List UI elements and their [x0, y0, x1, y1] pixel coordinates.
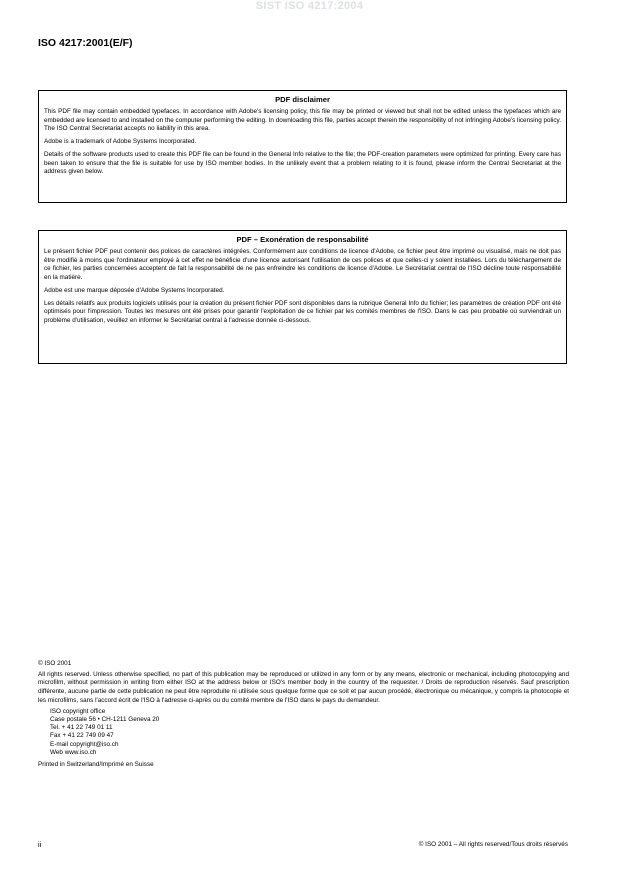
- copyright-line: © ISO 2001: [38, 660, 72, 667]
- pdf-exoneration-box: [38, 230, 567, 364]
- exoneration-paragraph: Adobe est une marque déposée d'Adobe Systems Incorporated.: [44, 286, 225, 294]
- address-line: Tel. + 41 22 749 01 11: [50, 724, 113, 732]
- page-number: ii: [38, 840, 42, 849]
- footer-copyright: © ISO 2001 – All rights reserved/Tous droits réservés: [418, 841, 568, 848]
- pdf-exoneration-title: PDF – Exonération de responsabilité: [236, 235, 369, 244]
- address-line: Fax + 41 22 749 09 47: [50, 732, 114, 740]
- disclaimer-paragraph: Details of the software products used to create this PDF file can be found in the General Info relative to the file; the PDF-creation parameters were optimized for printing. Every care has been taken to ensure that the file is suitable for use by ISO member bodies. In the unlikely event that a problem relating to it is found, please inform the Central Secretariat at the address given below.: [44, 150, 561, 176]
- web-line: Web www.iso.ch: [50, 749, 97, 756]
- email-line: E-mail copyright@iso.ch: [50, 740, 119, 748]
- rights-reserved-text: All rights reserved. Unless otherwise specified, no part of this publication may be reproduced or utilized in any form or by any means, electronic or mechanical, including photocopying and microfilm, without permission in writing from either ISO at the address below or ISO's member body in the country of the requester. / Droits de reproduction réservés. Sauf prescription différente, aucune partie de cette publication ne peut être reproduite ni utilisée sous quelque forme que ce soit et par aucun procédé, électronique ou mécanique, y compris la photocopie et les microfilms, sans l'accord écrit de l'ISO à l'adresse ci-après ou du comité membre de l'ISO dans le pays du demandeur.: [38, 670, 569, 704]
- pdf-disclaimer-box: [38, 90, 567, 203]
- exoneration-paragraph: Les détails relatifs aux produits logiciels utilisés pour la création du présent fichier PDF sont disponibles dans la rubrique General Info du fichier; les paramètres de création PDF ont été optimisés pour l'impression. Toutes les mesures ont été prises pour garantir l'exploitation de ce fichier par les comités membres de l'ISO. Dans le cas peu probable où surviendrait un problème d'utilisation, veuillez en informer le Secrétariat central à l'adresse donnée ci-dessous.: [44, 299, 561, 324]
- address-line: Case postale 56 • CH-1211 Geneva 20: [50, 715, 160, 723]
- printed-in-text: Printed in Switzerland/Imprimé en Suisse: [38, 761, 154, 769]
- copyright-section: [38, 660, 569, 770]
- disclaimer-paragraph: This PDF file may contain embedded typefaces. In accordance with Adobe's licensing policy, this file may be printed or viewed but shall not be edited unless the typefaces which are embedded are licensed to and installed on the computer performing the editing. In downloading this file, parties accept therein the responsibility of not infringing Adobe's licensing policy. The ISO Central Secretariat accepts no liability in this area.: [44, 108, 562, 133]
- pdf-disclaimer-title: PDF disclaimer: [275, 95, 330, 104]
- disclaimer-paragraph: Adobe is a trademark of Adobe Systems Incorporated.: [44, 138, 197, 146]
- copyright-office-address: [50, 708, 569, 758]
- watermark: SIST ISO 4217:2004: [255, 0, 364, 12]
- exoneration-paragraph: Le présent fichier PDF peut contenir des polices de caractères intégrées. Conformément aux conditions de licence d'Adobe, ce fichier peut être imprimé ou visualisé, mais ne doit pas être modifié à moins que l'ordinateur employé à cet effet ne bénéficie d'une licence autorisant l'utilisation de ces polices et que celles-ci y soient installées. Lors du téléchargement de ce fichier, les parties concernées acceptent de fait la responsabilité de ne pas enfreindre les conditions de licence d'Adobe. Le Secrétariat central de l'ISO décline toute responsabilité en la matière.: [44, 248, 561, 282]
- address-line: ISO copyright office: [50, 707, 106, 715]
- document-id: ISO 4217:2001(E/F): [38, 37, 133, 49]
